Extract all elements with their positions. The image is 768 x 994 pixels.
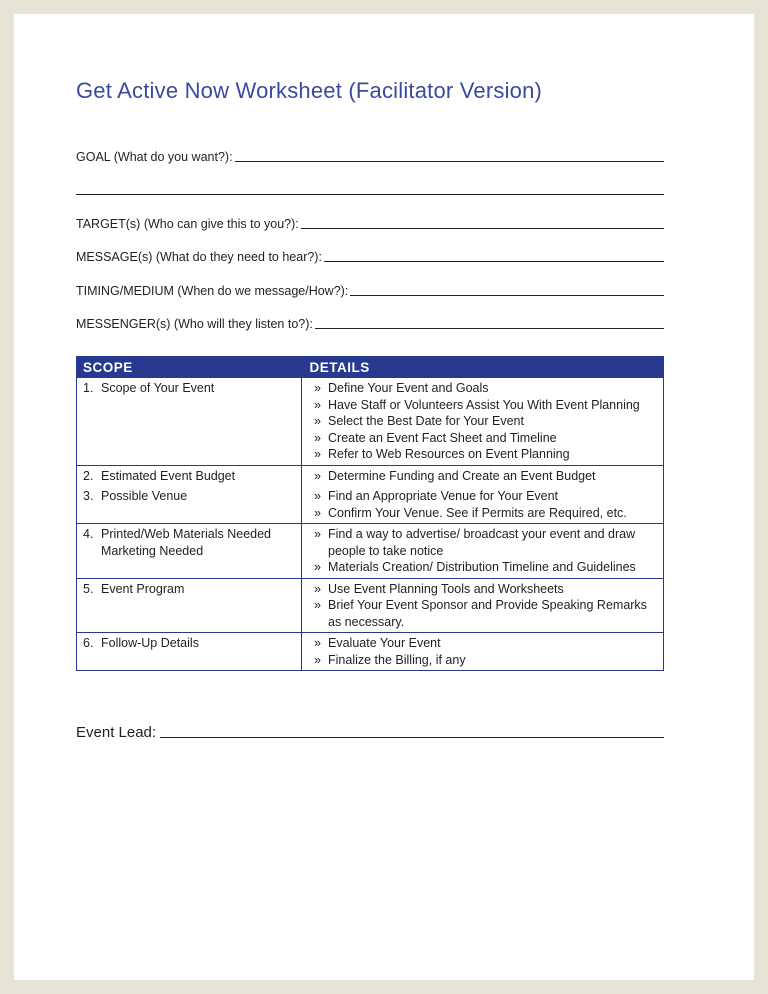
scope-cell <box>77 633 302 671</box>
message-label: MESSAGE(s) (What do they need to hear?): <box>76 250 322 264</box>
scope-label-secondary: Marketing Needed <box>101 543 204 558</box>
scope-label: Follow-Up Details <box>101 636 199 650</box>
detail-item: » Materials Creation/ Distribution Timeline and Guidelines <box>314 559 659 576</box>
table-row <box>77 486 664 524</box>
detail-item: » Use Event Planning Tools and Worksheets <box>314 581 659 598</box>
detail-item: » Evaluate Your Event <box>314 635 659 652</box>
details-cell <box>302 633 664 671</box>
messenger-line <box>315 328 664 329</box>
scope-cell <box>77 486 302 524</box>
message-line <box>324 261 664 262</box>
scope-label: Printed/Web Materials Needed <box>101 527 271 541</box>
detail-item: » Find a way to advertise/ broadcast your event and draw people to take notice <box>314 526 659 559</box>
scope-number: 4. <box>83 527 94 541</box>
message-field[interactable] <box>76 246 664 264</box>
detail-item: » Select the Best Date for Your Event <box>314 413 659 430</box>
page-title: Get Active Now Worksheet (Facilitator Version) <box>76 78 543 103</box>
scope-label: Possible Venue <box>101 489 188 503</box>
scope-header: SCOPE <box>77 357 302 379</box>
detail-item: » Determine Funding and Create an Event Budget <box>314 468 659 485</box>
table-row <box>77 633 664 671</box>
table-row <box>77 578 664 633</box>
scope-number: 5. <box>83 581 94 596</box>
scope-label: Estimated Event Budget <box>101 468 236 483</box>
messenger-label: MESSENGER(s) (Who will they listen to?): <box>76 317 313 331</box>
detail-item: » Create an Event Fact Sheet and Timeline <box>314 430 659 447</box>
table-row <box>77 378 664 465</box>
details-cell <box>302 465 664 486</box>
scope-number: 2. <box>83 468 94 483</box>
scope-cell <box>77 578 302 633</box>
detail-item: » Refer to Web Resources on Event Planning <box>314 446 659 463</box>
scope-number: 6. <box>83 636 94 650</box>
detail-item: » Have Staff or Volunteers Assist You With Event Planning <box>314 397 659 414</box>
goal-label: GOAL (What do you want?): <box>76 150 233 164</box>
table-row <box>77 524 664 579</box>
target-field[interactable] <box>76 213 664 231</box>
scope-table <box>76 356 664 671</box>
details-cell <box>302 378 664 465</box>
details-cell <box>302 486 664 524</box>
details-cell <box>302 524 664 579</box>
detail-item: » Find an Appropriate Venue for Your Event <box>314 488 659 505</box>
scope-label: Scope of Your Event <box>101 381 215 395</box>
event-lead-label: Event Lead: <box>76 724 157 741</box>
scope-cell <box>77 465 302 486</box>
goal-line-2[interactable] <box>76 194 664 195</box>
table-row <box>77 465 664 486</box>
scope-label: Event Program <box>101 581 185 596</box>
detail-item: » Finalize the Billing, if any <box>314 652 659 669</box>
goal-line <box>235 161 664 162</box>
detail-item: » Define Your Event and Goals <box>314 380 659 397</box>
goal-field[interactable] <box>76 146 664 164</box>
detail-item: » Confirm Your Venue. See if Permits are Required, etc. <box>314 505 659 522</box>
messenger-field[interactable] <box>76 313 664 331</box>
scope-number: 3. <box>83 489 94 503</box>
event-lead-field[interactable] <box>76 724 664 741</box>
event-lead-line <box>160 737 664 738</box>
target-label: TARGET(s) (Who can give this to you?): <box>76 217 299 231</box>
timing-field[interactable] <box>76 280 664 298</box>
timing-label: TIMING/MEDIUM (When do we message/How?): <box>76 284 349 298</box>
target-line <box>301 228 664 229</box>
timing-line <box>350 295 664 296</box>
scope-cell <box>77 524 302 579</box>
scope-number: 1. <box>83 381 94 395</box>
details-cell <box>302 578 664 633</box>
scope-table-body <box>77 378 664 671</box>
detail-item: » Brief Your Event Sponsor and Provide Speaking Remarks as necessary. <box>314 597 659 630</box>
scope-cell <box>77 378 302 465</box>
details-header: DETAILS <box>302 357 664 379</box>
